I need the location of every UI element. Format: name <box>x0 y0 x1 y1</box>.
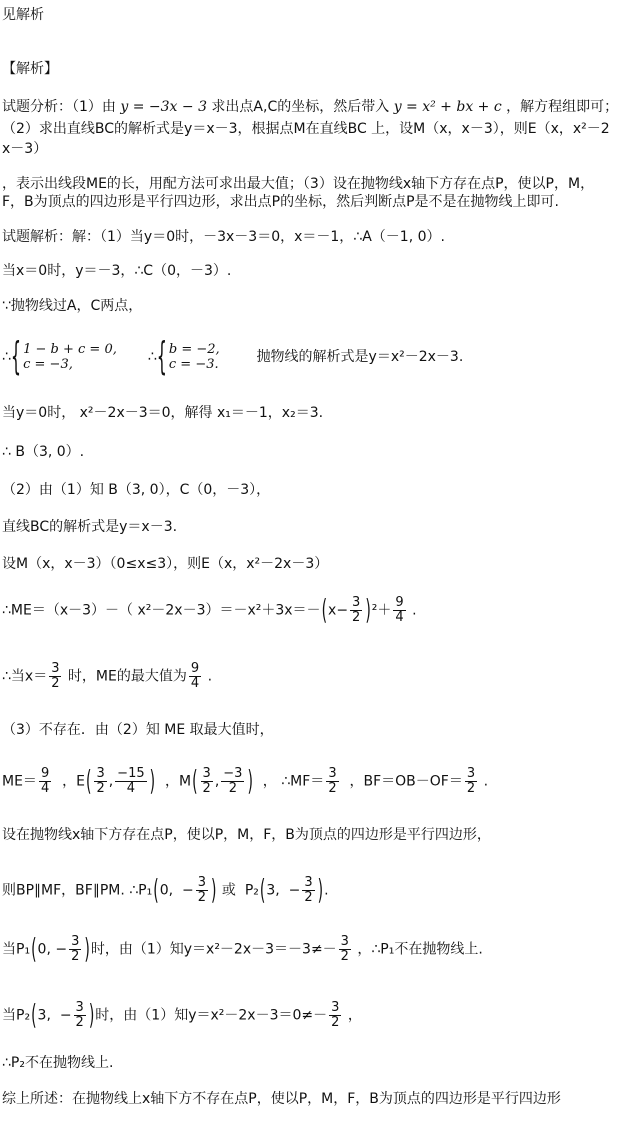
solution-line-5: 当y＝0时， x²－2x－3＝0，解得 x₁＝－1，x₂＝3. <box>2 405 324 421</box>
max-value-line: ∴当x＝ $\frac{3}{2}$ 时，ME的最大值为 $\frac{9}{4}$ . <box>2 661 213 691</box>
solution-line-3: ∵抛物线过A，C两点， <box>2 298 143 314</box>
equation-system-line: ∴{ 1 − b + c = 0, c = −3, ∴{ b = −2, c = −3. 抛物线的解析式是y＝x²－2x－3. <box>2 333 464 379</box>
p-points-line: 则BP∥MF，BF∥PM. ∴P₁(0, − $\frac{3}{2}$ ) 或 P₂(3, − $\frac{3}{2}$ ). <box>2 874 329 907</box>
analysis-line-3: x－3） <box>2 141 48 157</box>
analysis-line-1: 试题分析：（1）由 y = −3x − 3 求出点A,C的坐标，然后带入 y = x² + bx + c ，解方程组即可； <box>2 99 619 115</box>
system-1: 1 − b + c = 0, c = −3, <box>23 342 117 372</box>
solution-line-7: （2）由（1）知 B（3, 0），C（0，－3）， <box>2 482 271 498</box>
solution-line-2: 当x＝0时，y＝－3，∴C（0，－3）. <box>2 263 232 279</box>
parabola-expression: 抛物线的解析式是y＝x²－2x－3. <box>256 349 464 365</box>
section-heading: 【解析】 <box>2 61 58 77</box>
solution-line-9: 设M（x，x－3）（0≤x≤3），则E（x，x²－2x－3） <box>2 556 329 572</box>
solution-line-1: 试题解析：解：（1）当y＝0时，－3x－3＝0，x＝－1，∴A（－1, 0）. <box>2 229 445 245</box>
system-2: b = −2, c = −3. <box>168 342 220 372</box>
me-expression-line: ∴ME＝（x－3）－（ x²－2x－3）＝－x²＋3x＝－(x− $\frac{3}{2}$ )²＋ $\frac{9}{4}$ . <box>2 594 417 627</box>
conclusion-line: 综上所述：在抛物线上x轴下方不存在点P，使以P，M，F，B为顶点的四边形是平行四边形 <box>2 1091 561 1107</box>
p2-check-line: 当P₂(3, − $\frac{3}{2}$ )时，由（1）知y＝x²－2x－3＝0≠－ $\frac{3}{2}$ ， <box>2 999 362 1032</box>
analysis-line-4: ，表示出线段ME的长，用配方法可求出最大值；（3）设在抛物线x轴下方存在点P，使以P，M， <box>2 176 595 192</box>
answer-label: 见解析 <box>2 7 44 23</box>
analysis-line-5: F，B为顶点的四边形是平行四边形，求出点P的坐标，然后判断点P是不是在抛物线上即可. <box>2 194 559 210</box>
solution-line-8: 直线BC的解析式是y＝x－3. <box>2 519 178 535</box>
solution-line-14: 设在抛物线x轴下方存在点P，使以P，M，F，B为顶点的四边形是平行四边形， <box>2 827 491 843</box>
p1-check-line: 当P₁(0, − $\frac{3}{2}$ )时，由（1）知y＝x²－2x－3＝－3≠－ $\frac{3}{2}$ ，∴P₁不在抛物线上. <box>2 933 483 966</box>
analysis-line-2: （2）求出直线BC的解析式是y＝x－3，根据点M在直线BC 上，设M（x，x－3），则E（x，x²－2 <box>2 121 610 137</box>
solution-line-12: （3）不存在．由（2）知 ME 取最大值时， <box>2 722 274 738</box>
solution-line-6: ∴ B（3, 0）. <box>2 444 85 460</box>
points-line: ME＝ $\frac{9}{4}$ ，E( $\frac{3}{2}$ , $\frac{-15}{4}$ ) ，M( $\frac{3}{2}$ , $\frac{-3}{2}$ ) ， ∴MF＝ $\frac{3}{2}$ ，BF＝OB－OF＝ $\frac{3}{2}$ . <box>2 765 489 798</box>
solution-line-18: ∴P₂不在抛物线上. <box>2 1055 114 1071</box>
